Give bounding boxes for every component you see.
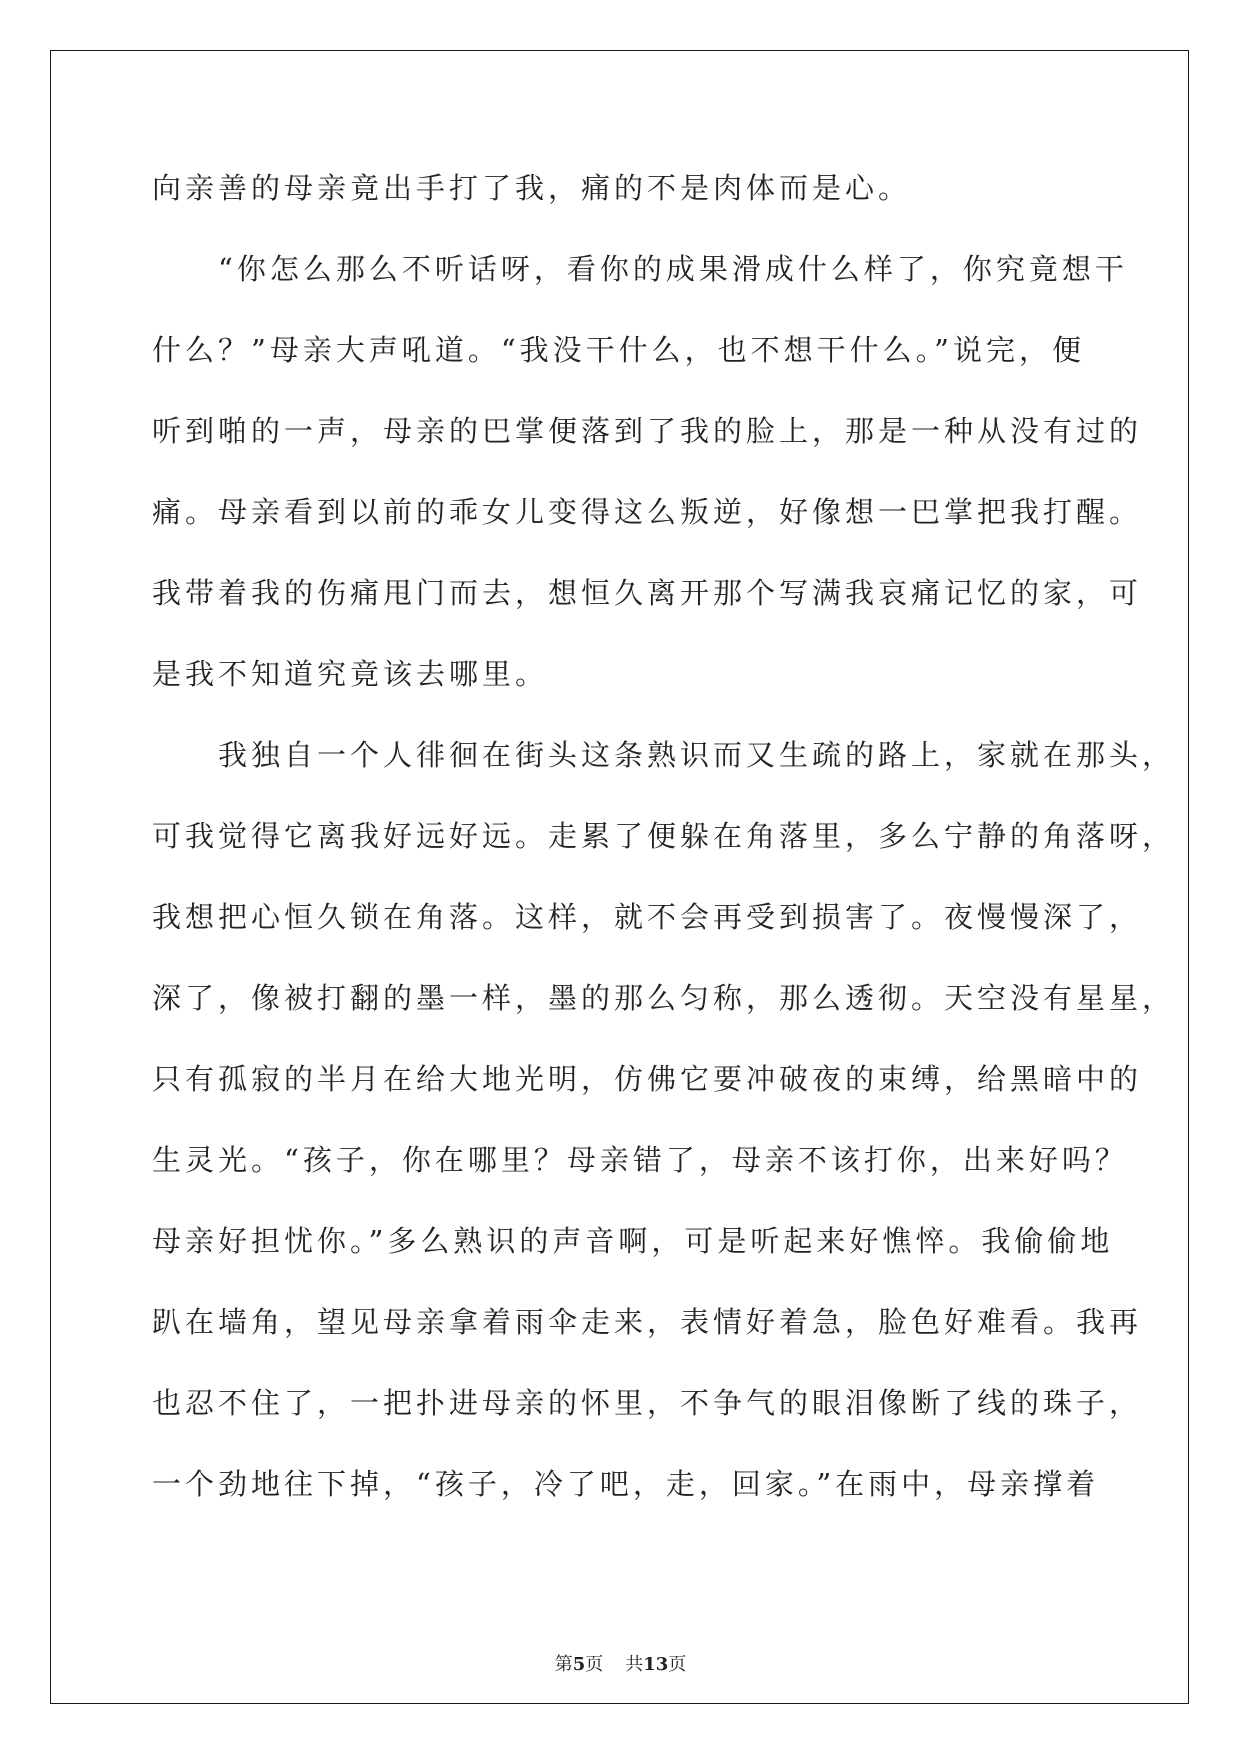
text-line: 一个劲地往下掉，“孩子，冷了吧，走，回家。”在雨中，母亲撑着 — [152, 1467, 1100, 1501]
page-prefix: 第 — [554, 1654, 573, 1675]
text-line: 母亲好担忧你。”多么熟识的声音啊，可是听起来好憔悴。我偷偷地 — [152, 1224, 1114, 1258]
text-line: 向亲善的母亲竟出手打了我，痛的不是肉体而是心。 — [152, 171, 912, 205]
text-line: 也忍不住了，一把扑进母亲的怀里，不争气的眼泪像断了线的珠子， — [152, 1386, 1143, 1420]
text-line: 只有孤寂的半月在给大地光明，仿佛它要冲破夜的束缚，给黑暗中的 — [152, 1062, 1143, 1096]
text-line: “你怎么那么不听话呀，看你的成果滑成什么样了，你究竟想干 — [218, 252, 1128, 286]
text-line: 深了，像被打翻的墨一样，墨的那么匀称，那么透彻。天空没有星星， — [152, 981, 1176, 1015]
total-suffix: 页 — [668, 1654, 687, 1675]
text-line: 是我不知道究竟该去哪里。 — [152, 657, 549, 691]
body-text — [152, 160, 1176, 1537]
text-line: 我独自一个人徘徊在街头这条熟识而又生疏的路上，家就在那头， — [218, 738, 1176, 772]
text-line: 我想把心恒久锁在角落。这样，就不会再受到损害了。夜慢慢深了， — [152, 900, 1143, 934]
page-number: 5 — [572, 1654, 586, 1675]
text-line: 趴在墙角，望见母亲拿着雨伞走来，表情好着急，脸色好难看。我再 — [152, 1305, 1143, 1339]
text-line: 什么？”母亲大声吼道。“我没干什么，也不想干什么。”说完，便 — [152, 333, 1085, 367]
page-footer — [0, 1650, 1241, 1676]
total-prefix: 共 — [625, 1654, 644, 1675]
text-line: 我带着我的伤痛甩门而去，想恒久离开那个写满我哀痛记忆的家，可 — [152, 576, 1143, 610]
text-line: 听到啪的一声，母亲的巴掌便落到了我的脸上，那是一种从没有过的 — [152, 414, 1143, 448]
text-line: 可我觉得它离我好远好远。走累了便躲在角落里，多么宁静的角落呀， — [152, 819, 1176, 853]
total-pages: 13 — [643, 1654, 669, 1675]
page-suffix: 页 — [585, 1654, 604, 1675]
text-line: 生灵光。“孩子，你在哪里？母亲错了，母亲不该打你，出来好吗？ — [152, 1143, 1128, 1177]
text-line: 痛。母亲看到以前的乖女儿变得这么叛逆，好像想一巴掌把我打醒。 — [152, 495, 1143, 529]
